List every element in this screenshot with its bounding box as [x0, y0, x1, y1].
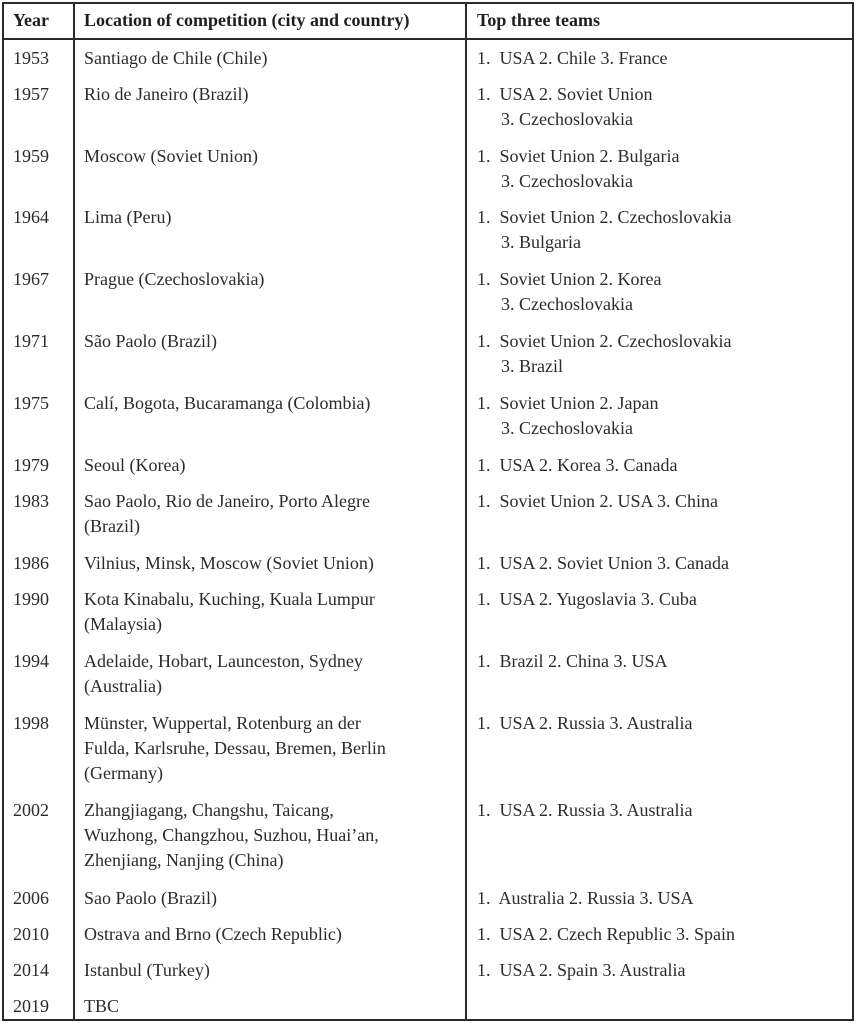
- year-cell: 1983: [13, 491, 49, 511]
- location-line: (Malaysia): [84, 614, 162, 634]
- teams-line: 1. USA 2. Korea 3. Canada: [477, 455, 678, 475]
- year-cell: 1964: [13, 207, 49, 227]
- teams-line: 3. Czechoslovakia: [501, 418, 633, 438]
- location-line: São Paolo (Brazil): [84, 331, 217, 351]
- teams-line: 1. USA 2. Czech Republic 3. Spain: [477, 924, 735, 944]
- header-year: Year: [13, 10, 49, 30]
- teams-cell: [477, 267, 661, 317]
- teams-line: 1. Soviet Union 2. Czechoslovakia: [477, 207, 732, 227]
- teams-line: 1. USA 2. Spain 3. Australia: [477, 960, 686, 980]
- location-cell: [84, 711, 386, 786]
- location-line: Zhenjiang, Nanjing (China): [84, 850, 284, 870]
- location-cell: [84, 489, 370, 539]
- teams-cell: [477, 82, 653, 132]
- teams-cell: [477, 329, 731, 379]
- year-cell: 1994: [13, 651, 49, 671]
- teams-line: 1. Australia 2. Russia 3. USA: [477, 888, 694, 908]
- teams-line: 1. Soviet Union 2. USA 3. China: [477, 491, 719, 511]
- location-cell: [84, 144, 258, 169]
- teams-line: 1. USA 2. Russia 3. Australia: [477, 800, 693, 820]
- location-line: Istanbul (Turkey): [84, 960, 210, 980]
- teams-line: 3. Brazil: [501, 356, 563, 376]
- location-line: (Australia): [84, 676, 162, 696]
- column-divider-location: [465, 4, 467, 1019]
- location-cell: [84, 82, 248, 107]
- location-line: Adelaide, Hobart, Launceston, Sydney: [84, 651, 363, 671]
- location-line: Zhangjiagang, Changshu, Taicang,: [84, 800, 334, 820]
- teams-line: 1. Soviet Union 2. Japan: [477, 393, 659, 413]
- teams-cell: [477, 798, 693, 823]
- location-line: Lima (Peru): [84, 207, 172, 227]
- teams-line: 1. USA 2. Chile 3. France: [477, 48, 668, 68]
- location-cell: [84, 205, 171, 230]
- year-cell: 1975: [13, 393, 49, 413]
- column-divider-year: [73, 4, 75, 1019]
- year-cell: 2010: [13, 924, 49, 944]
- year-cell: 1998: [13, 713, 49, 733]
- location-cell: [84, 649, 363, 699]
- teams-cell: [477, 922, 735, 947]
- location-line: Wuzhong, Changzhou, Suzhou, Huai’an,: [84, 825, 379, 845]
- teams-cell: [477, 46, 668, 71]
- location-line: Calí, Bogota, Bucaramanga (Colombia): [84, 393, 371, 413]
- location-cell: [84, 391, 370, 416]
- year-cell: 2019: [13, 996, 49, 1016]
- location-cell: [84, 886, 217, 911]
- teams-cell: [477, 551, 729, 576]
- year-cell: 1959: [13, 146, 49, 166]
- location-cell: [84, 551, 374, 576]
- location-cell: [84, 46, 267, 71]
- teams-cell: [477, 453, 677, 478]
- location-cell: [84, 453, 185, 478]
- competition-table: [2, 2, 854, 1021]
- teams-cell: [477, 711, 693, 736]
- teams-line: 1. Soviet Union 2. Bulgaria: [477, 146, 680, 166]
- teams-cell: [477, 205, 731, 255]
- location-line: Sao Paolo (Brazil): [84, 888, 217, 908]
- header-teams: Top three teams: [477, 10, 600, 30]
- location-line: Vilnius, Minsk, Moscow (Soviet Union): [84, 553, 374, 573]
- location-cell: [84, 994, 119, 1019]
- teams-cell: [477, 489, 718, 514]
- teams-line: 3. Bulgaria: [501, 232, 581, 252]
- teams-line: 3. Czechoslovakia: [501, 171, 633, 191]
- header-location: Location of competition (city and country): [84, 10, 410, 30]
- year-cell: 2002: [13, 800, 49, 820]
- teams-cell: [477, 587, 697, 612]
- location-cell: [84, 267, 264, 292]
- teams-cell: [477, 391, 659, 441]
- teams-cell: [477, 958, 686, 983]
- year-cell: 2014: [13, 960, 49, 980]
- teams-cell: [477, 144, 679, 194]
- teams-line: 1. USA 2. Russia 3. Australia: [477, 713, 693, 733]
- header-divider: [4, 38, 852, 40]
- year-cell: 1990: [13, 589, 49, 609]
- year-cell: 1953: [13, 48, 49, 68]
- year-cell: 1986: [13, 553, 49, 573]
- teams-line: 1. Soviet Union 2. Korea: [477, 269, 662, 289]
- location-cell: [84, 587, 375, 637]
- location-cell: [84, 798, 379, 873]
- location-line: Sao Paolo, Rio de Janeiro, Porto Alegre: [84, 491, 370, 511]
- location-line: Rio de Janeiro (Brazil): [84, 84, 249, 104]
- year-cell: 2006: [13, 888, 49, 908]
- location-cell: [84, 958, 210, 983]
- location-line: Santiago de Chile (Chile): [84, 48, 268, 68]
- teams-line: 1. Soviet Union 2. Czechoslovakia: [477, 331, 732, 351]
- teams-line: 1. USA 2. Yugoslavia 3. Cuba: [477, 589, 697, 609]
- teams-line: 1. USA 2. Soviet Union: [477, 84, 653, 104]
- year-cell: 1971: [13, 331, 49, 351]
- location-line: (Brazil): [84, 516, 140, 536]
- year-cell: 1967: [13, 269, 49, 289]
- teams-line: 3. Czechoslovakia: [501, 294, 633, 314]
- teams-line: 3. Czechoslovakia: [501, 109, 633, 129]
- location-line: Seoul (Korea): [84, 455, 186, 475]
- year-cell: 1979: [13, 455, 49, 475]
- location-line: Moscow (Soviet Union): [84, 146, 258, 166]
- teams-line: 1. Brazil 2. China 3. USA: [477, 651, 668, 671]
- year-cell: 1957: [13, 84, 49, 104]
- location-line: Kota Kinabalu, Kuching, Kuala Lumpur: [84, 589, 375, 609]
- location-line: TBC: [84, 996, 120, 1016]
- teams-cell: [477, 886, 694, 911]
- teams-line: 1. USA 2. Soviet Union 3. Canada: [477, 553, 729, 573]
- location-line: Münster, Wuppertal, Rotenburg an der: [84, 713, 361, 733]
- location-cell: [84, 922, 342, 947]
- location-line: (Germany): [84, 763, 163, 783]
- teams-cell: [477, 649, 668, 674]
- location-line: Ostrava and Brno (Czech Republic): [84, 924, 342, 944]
- location-cell: [84, 329, 217, 354]
- location-line: Prague (Czechoslovakia): [84, 269, 265, 289]
- location-line: Fulda, Karlsruhe, Dessau, Bremen, Berlin: [84, 738, 386, 758]
